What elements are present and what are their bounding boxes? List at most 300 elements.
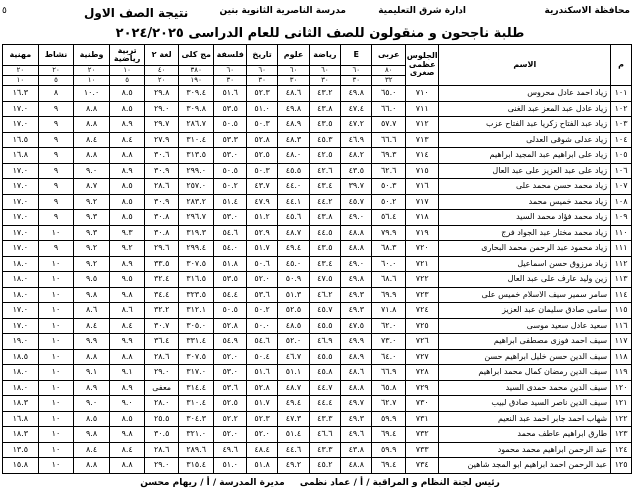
grade-cell: ١٦.٥: [3, 132, 39, 148]
seat-number: ٧٢٠: [405, 241, 438, 257]
grade-cell: ٢٩٦.٧: [178, 210, 214, 226]
grade-cell: ١٦.٣: [3, 86, 39, 102]
grade-cell: ١٧.٠: [3, 225, 39, 241]
grade-cell: ٣٠.٥: [145, 427, 178, 443]
seat-number: ٧٢٥: [405, 318, 438, 334]
grade-cell: ٨.٤: [109, 318, 145, 334]
student-name: زياد محمد مختار عبد الجواد فرج: [439, 225, 611, 241]
grade-cell: ٩.٣: [74, 210, 110, 226]
grade-cell: ٥١.٦: [214, 86, 246, 102]
grade-cell: ٢٥٧.٠: [178, 179, 214, 195]
grade-cell: ١٦.٨: [3, 148, 39, 164]
grade-cell: ٦٤.٠: [372, 349, 405, 365]
grade-cell: ٥١.٠: [214, 458, 246, 474]
col-history: تاريخ: [246, 45, 277, 66]
grade-cell: ١٦.٨: [3, 411, 39, 427]
director-signature: مديرة المدرسة / أ / ريهام محسن: [140, 478, 285, 488]
grade-cell: ٨.٩: [109, 163, 145, 179]
grade-cell: ٣٣١.٤: [178, 334, 214, 350]
grade-cell: ٥٤.٤: [214, 287, 246, 303]
grade-cell: ٤٧.٣: [278, 411, 309, 427]
table-row: [3, 194, 632, 210]
grade-cell: ٤٩.٨: [341, 272, 372, 288]
grade-cell: ٣٠.٦: [145, 148, 178, 164]
grade-cell: ٤٧.٥: [341, 318, 372, 334]
grade-cell: ٦٠.٠: [372, 256, 405, 272]
grade-cell: ٣٠.٩: [145, 194, 178, 210]
grade-cell: ٨.٥: [109, 210, 145, 226]
grade-cell: ٩.٢: [74, 256, 110, 272]
seat-number: ٧١٥: [405, 163, 438, 179]
col-lang2: لغة ٢: [145, 45, 178, 66]
grade-cell: ١٨.٠: [3, 365, 39, 381]
grade-cell: ٥٣.٠: [214, 210, 246, 226]
seat-number: ٧٢٣: [405, 287, 438, 303]
table-row: [3, 427, 632, 443]
max-cell: ٦٠: [341, 66, 372, 76]
grade-cell: ٤٨.٨: [341, 458, 372, 474]
grade-cell: ٣٠.٩: [145, 163, 178, 179]
grade-cell: ٤٦.٦: [309, 427, 340, 443]
grade-cell: ١٠: [38, 349, 74, 365]
table-row: [3, 148, 632, 164]
col-english: E: [341, 45, 372, 66]
grade-cell: ٦٢.٠: [372, 318, 405, 334]
grade-cell: ٤٩.٧: [341, 396, 372, 412]
table-row: [3, 442, 632, 458]
min-cell: ٣٢: [372, 76, 405, 86]
grade-cell: ٤٨.٧: [278, 225, 309, 241]
grade-cell: ٥١.٧: [246, 396, 277, 412]
min-cell: ٣٠: [309, 76, 340, 86]
row-number: ١٠١: [611, 86, 632, 102]
grade-cell: ٨.٨: [74, 148, 110, 164]
grade-cell: ٢٩٩.٤: [178, 241, 214, 257]
grade-cell: ٦٥.٨: [372, 380, 405, 396]
grade-cell: ٥١.٣: [278, 287, 309, 303]
results-table: [2, 44, 632, 474]
grade-cell: ٥٠.٢: [372, 194, 405, 210]
student-name: زين وليد عارف على عبد العال: [439, 272, 611, 288]
student-name: زياد عدلى شوقى العدلى: [439, 132, 611, 148]
seat-number: ٧٣٠: [405, 396, 438, 412]
table-row: [3, 334, 632, 350]
grade-cell: ٤٩.٩: [341, 334, 372, 350]
table-row: [3, 132, 632, 148]
seat-number: ٧٢١: [405, 256, 438, 272]
grade-cell: ٢٨.٦: [145, 442, 178, 458]
grade-cell: ٤٨.٥: [278, 318, 309, 334]
grade-cell: ٥٣.٠: [214, 148, 246, 164]
row-number: ١٠٦: [611, 163, 632, 179]
grade-cell: ٣١٩.٣: [178, 225, 214, 241]
grade-cell: ٢٨.٦: [145, 349, 178, 365]
row-number: ١١٨: [611, 349, 632, 365]
max-cell: ٦٠: [246, 66, 277, 76]
grade-cell: ٦٦.٩: [372, 365, 405, 381]
grade-cell: ٥٠.٥: [214, 303, 246, 319]
grade-cell: ٩.٠: [74, 163, 110, 179]
grade-cell: ٦٩.٤: [372, 458, 405, 474]
grade-cell: ١٠: [38, 272, 74, 288]
max-cell: ٨٠: [372, 66, 405, 76]
student-name: سيف الدين ناصر السيد صادق لبيب: [439, 396, 611, 412]
grade-cell: ٤٥.٣: [309, 132, 340, 148]
grade-cell: ٥٣.٣: [214, 132, 246, 148]
grade-cell: ٩: [38, 210, 74, 226]
student-name: سيف الدين رمضان كمال محمد ابراهيم: [439, 365, 611, 381]
max-cell: ٢٠: [74, 66, 110, 76]
student-name: شهاب احمد جابر احمد عبد النعيم: [439, 411, 611, 427]
grade-cell: ٣١٣.٥: [178, 148, 214, 164]
grade-cell: ٢٩.٨: [145, 86, 178, 102]
grade-cell: ٥١.٢: [246, 210, 277, 226]
grade-cell: ٤٨.٨: [341, 241, 372, 257]
grade-cell: ٤٩.٨: [278, 101, 309, 117]
grade-cell: ٤٧.٢: [341, 117, 372, 133]
grade-cell: ٦٨.٣: [372, 241, 405, 257]
grade-cell: ١٠: [38, 256, 74, 272]
grade-cell: ٢٩.٧: [145, 117, 178, 133]
grade-cell: ٤٣.٢: [309, 86, 340, 102]
grade-cell: ٤٣.٨: [341, 442, 372, 458]
grade-cell: ٥٢.٨: [214, 318, 246, 334]
grade-cell: ٤٧.٤: [341, 101, 372, 117]
grade-cell: ٩.٠: [74, 396, 110, 412]
grade-cell: ٩: [38, 132, 74, 148]
grade-cell: ٩: [38, 101, 74, 117]
grade-cell: ١٧.٠: [3, 241, 39, 257]
grade-cell: ٩.٢: [74, 241, 110, 257]
grade-cell: ٨.٨: [74, 458, 110, 474]
grade-cell: ٤٨.٨: [341, 380, 372, 396]
grade-cell: ٤٨.٤: [246, 442, 277, 458]
grade-cell: ٦٢.٦: [372, 163, 405, 179]
grade-cell: ٣٤.٤: [145, 287, 178, 303]
seat-number: ٧٣١: [405, 411, 438, 427]
grade-cell: ١٨.٥: [3, 349, 39, 365]
grade-cell: ٣٢٣.٥: [178, 287, 214, 303]
seat-number: ٧١٨: [405, 210, 438, 226]
student-name: زياد عادل عبد المعز عبد الغنى: [439, 101, 611, 117]
grade-cell: ١٠: [38, 225, 74, 241]
grade-cell: ٨.٩: [74, 380, 110, 396]
grade-cell: ٤٥.٥: [309, 318, 340, 334]
grade-cell: ١٥.٨: [3, 458, 39, 474]
grade-cell: ٨.٥: [109, 86, 145, 102]
grade-cell: ٢٥.٥: [145, 411, 178, 427]
col-num: م: [611, 45, 632, 86]
grade-cell: ٥٠.٠: [246, 318, 277, 334]
grade-cell: ٤٨.٩: [278, 117, 309, 133]
grade-cell: ٣٩.٧: [341, 179, 372, 195]
grade-cell: ٣١٠.٤: [178, 132, 214, 148]
grade-cell: ٩.٣: [74, 225, 110, 241]
grade-cell: ١٧.٠: [3, 210, 39, 226]
grade-cell: ٣٠٧.٥: [178, 256, 214, 272]
student-name: سيف احمد فوزى مصطفى ابراهيم: [439, 334, 611, 350]
grade-cell: ٤٥.٥: [309, 349, 340, 365]
grade-cell: ٤٣.٥: [309, 117, 340, 133]
grade-cell: ٩.٨: [74, 427, 110, 443]
seat-number: ٧١٣: [405, 132, 438, 148]
grade-cell: ٩: [38, 179, 74, 195]
min-cell: ٢٠: [145, 76, 178, 86]
grade-cell: ١٠: [38, 380, 74, 396]
grade-cell: ٤٩.٠: [341, 210, 372, 226]
grade-cell: ٣٠٩.٨: [178, 101, 214, 117]
grade-cell: ٤٤.٢: [309, 194, 340, 210]
grade-cell: ٦٥.٠: [372, 86, 405, 102]
grade-cell: ٤٦.٩: [341, 132, 372, 148]
grade-cell: ٨.٥: [109, 179, 145, 195]
grade-cell: ٢٨.٠: [145, 396, 178, 412]
grade-cell: ١٠.٠: [74, 86, 110, 102]
grade-cell: ٩.٣: [109, 225, 145, 241]
grade-cell: ١٠: [38, 458, 74, 474]
grade-cell: ٥١.٠: [246, 101, 277, 117]
grade-cell: ٣٦.٤: [145, 334, 178, 350]
grade-cell: ٤٩.٢: [278, 458, 309, 474]
max-cell: ٢٠: [38, 66, 74, 76]
table-row: [3, 210, 632, 226]
grade-cell: ٣٣.٥: [145, 256, 178, 272]
grade-cell: ٤٩.٦: [341, 427, 372, 443]
grade-cell: ٤٩.٦: [214, 442, 246, 458]
seat-number: ٧٣٣: [405, 442, 438, 458]
grade-cell: ٤٧.٥: [309, 272, 340, 288]
row-number: ١١٥: [611, 303, 632, 319]
grade-cell: ٩.١: [74, 365, 110, 381]
student-name: سيف الدين محمد حمدى السيد: [439, 380, 611, 396]
grade-cell: ٤٩.٠: [341, 256, 372, 272]
row-number: ١٢٣: [611, 427, 632, 443]
grade-cell: ٨.٨: [74, 117, 110, 133]
grade-cell: ٥٠.٣: [246, 117, 277, 133]
grade-cell: ١٨.٠: [3, 256, 39, 272]
grade-cell: ٤٣.٣: [309, 442, 340, 458]
grade-cell: ٥٤.٦: [214, 225, 246, 241]
grade-cell: ٧٩.٩: [372, 225, 405, 241]
table-row: [3, 241, 632, 257]
grade-cell: ٤٨.٠: [278, 148, 309, 164]
grade-cell: ٥٢.٠: [246, 272, 277, 288]
grade-cell: ١٧.٠: [3, 303, 39, 319]
grade-cell: ٨.٨: [109, 458, 145, 474]
grade-cell: ١٨.٠: [3, 272, 39, 288]
grade-cell: ٧٣.٠: [372, 334, 405, 350]
table-row: [3, 287, 632, 303]
min-cell: ٥: [109, 76, 145, 86]
seat-number: ٧١٦: [405, 179, 438, 195]
grade-cell: ٤٨.٧: [278, 380, 309, 396]
grade-cell: ٩.٩: [109, 334, 145, 350]
grade-cell: ٥٦.٤: [372, 210, 405, 226]
grade-cell: ٣٠٥.٠: [178, 318, 214, 334]
grade-cell: ٤٣.٨: [309, 101, 340, 117]
grade-cell: ٨.٨: [74, 101, 110, 117]
grade-cell: ٩.٨: [109, 287, 145, 303]
grade-cell: ٥٠.٦: [246, 256, 277, 272]
grade-cell: ٨.٨: [109, 148, 145, 164]
grade-cell: ٥٤.٩: [214, 334, 246, 350]
grade-cell: ٥٩.٩: [372, 442, 405, 458]
grade-cell: ٥٠.٢: [246, 303, 277, 319]
student-name: زياد محمود عبد الرحمن محمد البحارى: [439, 241, 611, 257]
grade-cell: ٦٨.٦: [372, 272, 405, 288]
table-row: [3, 318, 632, 334]
grade-cell: ٣٠.٨: [145, 225, 178, 241]
grade-cell: ١٨.٠: [3, 380, 39, 396]
grade-cell: ٤٤.٦: [278, 442, 309, 458]
grade-cell: ٥٢.٩: [246, 225, 277, 241]
grade-cell: ٥٣.٦: [214, 380, 246, 396]
grade-cell: ١٧.٠: [3, 117, 39, 133]
signature-footer: [0, 478, 640, 488]
grade-cell: ٤٣.٨: [309, 210, 340, 226]
grade-cell: ٥٢.٠: [214, 349, 246, 365]
grade-cell: ٦٩.٣: [372, 148, 405, 164]
grade-cell: ٥٣.٦: [246, 287, 277, 303]
grade-cell: ١٨.٠: [3, 287, 39, 303]
grade-cell: ٣١٥.٤: [178, 458, 214, 474]
grade-cell: ٥١.٤: [278, 427, 309, 443]
grade-cell: ٣٠.٧: [145, 318, 178, 334]
student-name: سعيد عادل سعيد موسى: [439, 318, 611, 334]
row-number: ١١٩: [611, 365, 632, 381]
grade-cell: ٤٥.٠: [278, 256, 309, 272]
table-row: [3, 396, 632, 412]
student-name: عبد الرحمن ابراهيم محمد محمود: [439, 442, 611, 458]
grade-cell: ٤٥.٥: [278, 163, 309, 179]
grade-cell: ٩: [38, 163, 74, 179]
row-number: ١٢٢: [611, 411, 632, 427]
row-number: ١١٦: [611, 318, 632, 334]
grade-cell: ٣٠٧.٥: [178, 349, 214, 365]
student-name: زياد عبد الفتاح زكريا عبد الفتاح عزب: [439, 117, 611, 133]
grade-cell: ٢٩٩.٠: [178, 163, 214, 179]
grade-cell: ٨.٥: [109, 101, 145, 117]
grade-cell: ٥١.٦: [246, 365, 277, 381]
grade-cell: ٤٩.٣: [341, 303, 372, 319]
grade-cell: ٤٥.٧: [341, 194, 372, 210]
grade-cell: ١٠: [38, 334, 74, 350]
grade-cell: ٩.٨: [74, 287, 110, 303]
grade-cell: ٩.٩: [74, 334, 110, 350]
grade-cell: ٢٨٩.٦: [178, 442, 214, 458]
grade-cell: ٣١٢.١: [178, 303, 214, 319]
grade-cell: ٩.٠: [109, 396, 145, 412]
grade-cell: ٥٢.٥: [278, 303, 309, 319]
student-name: طارق ابراهيم عاطف محمد: [439, 427, 611, 443]
grade-cell: ٢٧.٩: [145, 132, 178, 148]
table-row: [3, 411, 632, 427]
seat-number: ٧٢٦: [405, 334, 438, 350]
grade-cell: ٩: [38, 117, 74, 133]
col-activity: نشاط: [38, 45, 74, 66]
grade-cell: ١٨.٣: [3, 427, 39, 443]
grade-cell: ٣٢.٢: [145, 303, 178, 319]
grade-cell: ٤٣.٥: [309, 241, 340, 257]
grade-cell: ٨.٨: [109, 349, 145, 365]
grade-cell: ٥١.٨: [214, 256, 246, 272]
max-cell: ١٠: [109, 66, 145, 76]
grade-cell: ٩: [38, 241, 74, 257]
row-number: ١٠٥: [611, 148, 632, 164]
row-number: ١٠٣: [611, 117, 632, 133]
grade-cell: ٣١٧.٠: [178, 365, 214, 381]
grade-cell: ١٨.٣: [3, 396, 39, 412]
grade-cell: معفى: [145, 380, 178, 396]
grade-cell: ٤٩.٤: [278, 241, 309, 257]
max-cell: ٦٠: [214, 66, 246, 76]
grade-cell: ١٠: [38, 427, 74, 443]
grade-cell: ٥٢.٨: [246, 380, 277, 396]
grade-cell: ٦٩.٩: [372, 287, 405, 303]
grade-cell: ٥٣.٥: [214, 272, 246, 288]
row-number: ١٢٥: [611, 458, 632, 474]
student-name: زياد على ابراهيم عبد المجيد ابراهيم: [439, 148, 611, 164]
grade-cell: ٨.٤: [109, 442, 145, 458]
grade-cell: ٥٣.٥: [214, 101, 246, 117]
col-seat: الجلوس عظمى صغرى: [405, 45, 438, 86]
grade-cell: ٤٨.٢: [341, 148, 372, 164]
seat-number: ٧٢٧: [405, 349, 438, 365]
grade-cell: ٨.٩: [109, 380, 145, 396]
table-row: [3, 458, 632, 474]
grade-cell: ٢٨٦.٧: [178, 117, 214, 133]
student-name: زياد مرزوق حسن اسماعيل: [439, 256, 611, 272]
table-row: [3, 163, 632, 179]
max-cell: ٦٠: [309, 66, 340, 76]
grade-cell: ٢٩.٠: [145, 458, 178, 474]
grade-cell: ٥٢.٢: [214, 411, 246, 427]
grade-cell: ٢٩.٠: [145, 365, 178, 381]
grade-cell: ٤٨.٦: [341, 365, 372, 381]
col-math: رياضة: [309, 45, 340, 66]
grade-cell: ٥٩.٩: [372, 411, 405, 427]
administration-label: ادارة شرق التعليمية: [378, 6, 466, 16]
grade-cell: ٤٨.٨: [341, 225, 372, 241]
grade-cell: ٤٦.٢: [309, 287, 340, 303]
grade-cell: ٨.٤: [74, 132, 110, 148]
grade-cell: ٤٥.٨: [309, 365, 340, 381]
grade-cell: ٤٢.٥: [309, 148, 340, 164]
grade-cell: ٣١٤.٤: [178, 380, 214, 396]
grade-cell: ٤٣.٣: [309, 411, 340, 427]
col-total: مج كلى: [178, 45, 214, 66]
col-science: علوم: [278, 45, 309, 66]
grade-cell: ٦٦.٦: [372, 132, 405, 148]
row-number: ١٠٩: [611, 210, 632, 226]
grade-cell: ٨.٤: [109, 132, 145, 148]
school-label: مدرسة الناصرية الثانوية بنين: [219, 6, 346, 16]
student-name: سيف الدين حسن خليل ابراهيم حسن: [439, 349, 611, 365]
row-number: ١١٠: [611, 225, 632, 241]
grade-cell: ٩.٥: [74, 272, 110, 288]
grade-cell: ٥٢.٥: [246, 148, 277, 164]
student-name: سامى صادق سليمان عبد العزيز: [439, 303, 611, 319]
grade-cell: ٨.٦: [109, 303, 145, 319]
grade-cell: ٨.٤: [74, 442, 110, 458]
seat-number: ٧٢٢: [405, 272, 438, 288]
seat-number: ٧١٢: [405, 117, 438, 133]
document-title: طلبة ناجحون و منقولون للصف الثانى للعام الدراسى ٢٠٢٤/٢٠٢٥: [115, 26, 525, 41]
grade-cell: ٤٧.٩: [246, 194, 277, 210]
seat-number: ٧٣٢: [405, 427, 438, 443]
student-name: زياد على عبد العزيز على عبد العال: [439, 163, 611, 179]
col-vocational: مهنية: [3, 45, 39, 66]
